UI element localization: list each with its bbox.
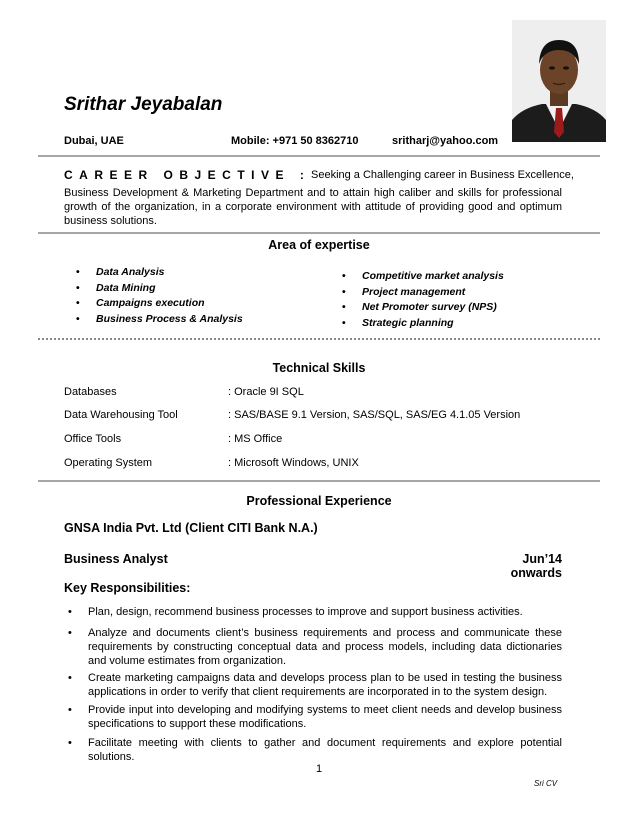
career-objective-first-line: Seeking a Challenging career in Business Excellence, bbox=[311, 169, 574, 181]
technical-skills-title: Technical Skills bbox=[272, 361, 366, 375]
skills-divider bbox=[38, 480, 600, 482]
list-item: • Data Mining bbox=[76, 281, 156, 294]
header-divider bbox=[38, 155, 600, 157]
list-item: • Data Analysis bbox=[76, 266, 165, 278]
responsibility-item: • Provide input into developing and modifying systems to meet client needs and develop business specifications to support these modifications. bbox=[68, 704, 562, 730]
objective-divider bbox=[38, 232, 600, 234]
skill-value: : MS Office bbox=[228, 433, 283, 445]
email-address: sritharj@yahoo.com bbox=[392, 135, 499, 147]
responsibility-item: • Facilitate meeting with clients to gather and document requirements and explore potential solutions. bbox=[68, 737, 562, 763]
list-item: • Campaigns execution bbox=[76, 297, 205, 309]
skill-value: : Microsoft Windows, UNIX bbox=[228, 457, 359, 469]
list-item: • Competitive market analysis bbox=[342, 270, 504, 282]
page-number: 1 bbox=[315, 763, 323, 775]
skill-label: Office Tools bbox=[64, 433, 122, 445]
career-objective-text: Business Development & Marketing Department and to attain high caliber and skills for professional growth of the organization, in a corporate environment with attitude of providing good and optimum business solutions. bbox=[64, 187, 562, 227]
career-objective-heading: CAREER OBJECTIVE : bbox=[64, 168, 311, 182]
expertise-title: Area of expertise bbox=[268, 238, 370, 252]
responsibilities-heading: Key Responsibilities: bbox=[64, 581, 191, 595]
skill-label: Data Warehousing Tool bbox=[64, 409, 178, 421]
company-name: GNSA India Pvt. Ltd (Client CITI Bank N.A.) bbox=[64, 521, 318, 535]
experience-title: Professional Experience bbox=[246, 494, 392, 508]
mobile-number: Mobile: +971 50 8362710 bbox=[231, 135, 359, 147]
candidate-name: Srithar Jeyabalan bbox=[64, 94, 223, 115]
skill-label: Databases bbox=[64, 386, 117, 398]
responsibility-item: • Analyze and documents client’s business requirements and process and communicate these requirements by constructing conceptual data and process models, including data dictionaries and volume estimates from organization. bbox=[68, 627, 562, 667]
list-item: • Strategic planning bbox=[342, 316, 454, 329]
list-item: • Business Process & Analysis bbox=[76, 312, 243, 325]
responsibility-item: • Plan, design, recommend business processes to improve and support business activities. bbox=[68, 606, 523, 618]
list-item: • Project management bbox=[342, 285, 466, 298]
job-title: Business Analyst bbox=[64, 552, 168, 566]
skill-label: Operating System bbox=[64, 457, 153, 469]
responsibility-item: • Create marketing campaigns data and develops process plan to be used in testing the business applications in order to verify that client requirements are incorporated in to the system design. bbox=[68, 672, 562, 698]
expertise-divider bbox=[38, 338, 600, 340]
expertise-list-right bbox=[330, 270, 504, 332]
list-item: • Net Promoter survey (NPS) bbox=[342, 301, 497, 313]
job-dates: Jun’14 onwards bbox=[510, 552, 562, 580]
skill-value: : Oracle 9I SQL bbox=[228, 386, 304, 398]
expertise-list-left bbox=[64, 266, 243, 328]
footer-label: Sri CV bbox=[534, 779, 558, 788]
location: Dubai, UAE bbox=[64, 135, 124, 147]
profile-photo bbox=[512, 20, 606, 142]
skill-value: : SAS/BASE 9.1 Version, SAS/SQL, SAS/EG 4.1.05 Version bbox=[228, 409, 521, 421]
